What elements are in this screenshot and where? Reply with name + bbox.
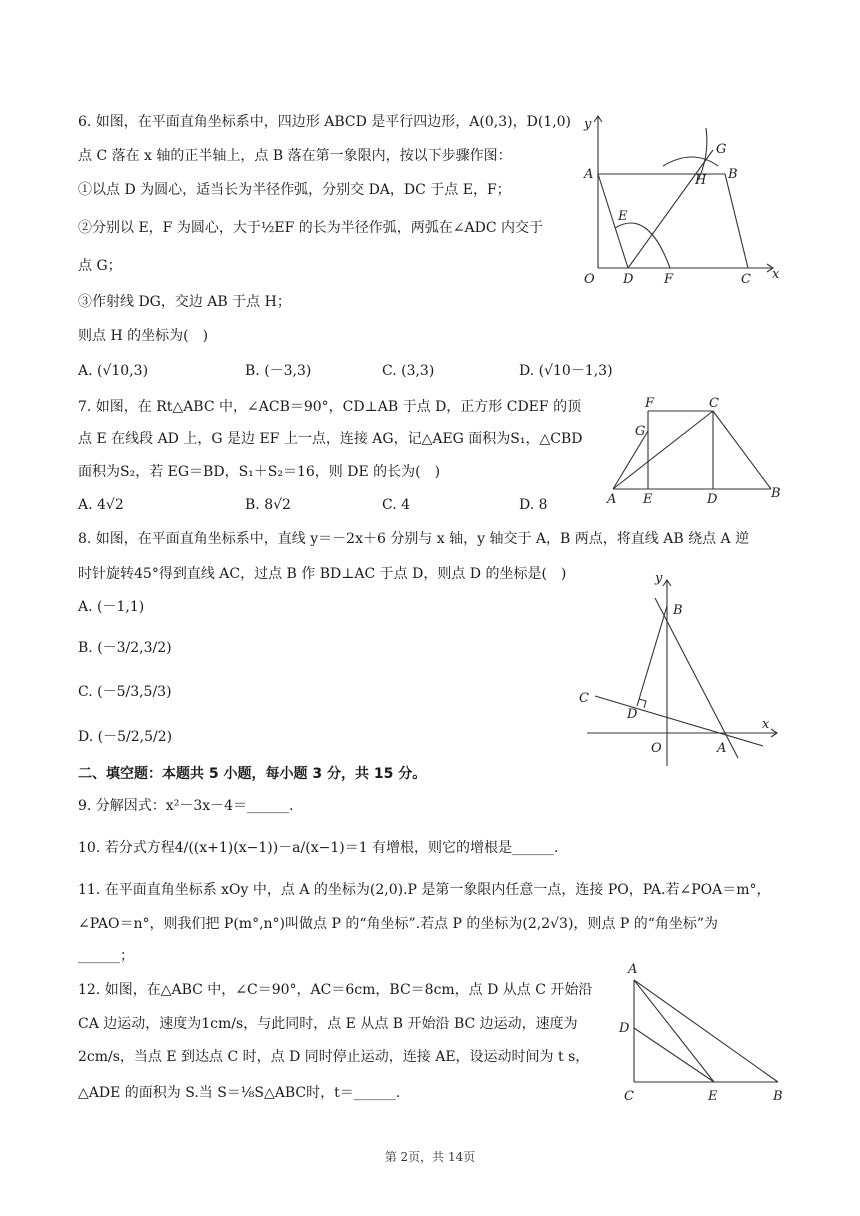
q7-option-a: A. 4√2 — [78, 497, 124, 513]
q8-label-d: D — [627, 707, 638, 722]
q6-option-b: B. (－3,3) — [245, 363, 312, 379]
q7-label-a: A — [607, 492, 617, 507]
q10-text: 10. 若分式方程4/((x+1)(x−1))－a/(x−1)＝1 有增根，则它的增根是______. — [78, 840, 559, 856]
q6-label-h: H — [695, 173, 707, 188]
q6-option-a: A. (√10,3) — [78, 363, 149, 379]
q7-option-d: D. 8 — [519, 497, 548, 513]
q6-option-d: D. (√10－1,3) — [519, 363, 613, 379]
q6-label-a: A — [584, 167, 594, 182]
q8-option-c: C. (－5/3,5/3) — [78, 684, 172, 700]
q7-label-b: B — [771, 486, 781, 501]
q6-line-2: 点 C 落在 x 轴的正半轴上，点 B 落在第一象限内，按以下步骤作图： — [78, 148, 512, 164]
q8-option-a: A. (－1,1) — [78, 599, 145, 615]
q7-label-c: C — [709, 396, 719, 411]
q11-line-3: ______； — [78, 948, 134, 964]
q6-label-b: B — [728, 167, 738, 182]
q6-label-d: D — [623, 272, 634, 287]
q12-label-b: B — [773, 1089, 783, 1104]
q12-line-4: △ADE 的面积为 S.当 S＝⅛S△ABC时，t＝______. — [78, 1085, 401, 1101]
q6-label-c: C — [741, 272, 751, 287]
q7-option-c: C. 4 — [382, 497, 411, 513]
q12-label-c: C — [624, 1089, 634, 1104]
section-2-title: 二、填空题：本题共 5 小题，每小题 3 分，共 15 分。 — [78, 766, 427, 782]
q7-line-2: 点 E 在线段 AD 上，G 是边 EF 上一点，连接 AG，记△AEG 面积为S₁，△CBD — [78, 431, 583, 447]
q7-label-e: E — [643, 492, 653, 507]
q9-text: 9. 分解因式：x²－3x－4＝______. — [78, 798, 294, 814]
q8-label-b: B — [673, 603, 683, 618]
q12-line-1: 12. 如图，在△ABC 中，∠C＝90°，AC＝6cm，BC＝8cm，点 D 从点 C 开始沿 — [78, 982, 593, 998]
q8-label-y: y — [655, 571, 663, 586]
q11-line-1: 11. 在平面直角坐标系 xOy 中，点 A 的坐标为(2,0).P 是第一象限内任意一点，连接 PO，PA.若∠POA＝m°， — [78, 882, 771, 898]
q6-label-y: y — [584, 117, 592, 132]
q8-line-1: 8. 如图，在平面直角坐标系中，直线 y＝－2x＋6 分别与 x 轴，y 轴交于 A，B 两点，将直线 AB 绕点 A 逆 — [78, 531, 750, 547]
q12-line-3: 2cm/s，当点 E 到达点 C 时，点 D 同时停止运动，连接 AE，设运动时间为 t s， — [78, 1049, 590, 1065]
q6-figure — [578, 108, 788, 287]
q8-line-2: 时针旋转45°得到直线 AC，过点 B 作 BD⊥AC 于点 D，则点 D 的坐标是( ) — [78, 566, 567, 582]
page-footer: 第 2页，共 14页 — [384, 1150, 476, 1164]
q6-line-4: ②分别以 E，F 为圆心，大于½EF 的长为半径作弧，两弧在∠ADC 内交于 — [78, 220, 544, 236]
q8-label-o: O — [651, 741, 662, 756]
q8-figure — [575, 568, 785, 768]
q6-option-c: C. (3,3) — [382, 363, 435, 379]
q8-label-a: A — [717, 741, 727, 756]
q12-figure — [618, 960, 790, 1105]
q6-line-1: 6. 如图，在平面直角坐标系中，四边形 ABCD 是平行四边形，A(0,3)，D(1,0) — [78, 114, 572, 130]
q6-label-e: E — [618, 209, 628, 224]
q7-line-3: 面积为S₂，若 EG＝BD，S₁＋S₂＝16，则 DE 的长为( ) — [78, 464, 441, 480]
q7-line-1: 7. 如图，在 Rt△ABC 中，∠ACB＝90°，CD⊥AB 于点 D，正方形 CDEF 的顶 — [78, 399, 582, 415]
q11-line-2: ∠PAO＝n°，则我们把 P(m°,n°)叫做点 P 的“角坐标”.若点 P 的坐标为(2,2√3)，则点 P 的“角坐标”为 — [78, 916, 719, 932]
q8-label-c: C — [579, 691, 589, 706]
q8-option-b: B. (－3/2,3/2) — [78, 640, 172, 656]
q6-line-5: 点 G； — [78, 258, 122, 274]
q12-label-a: A — [628, 962, 638, 977]
q12-line-2: CA 边运动，速度为1cm/s，与此同时，点 E 从点 B 开始沿 BC 边运动，速度为 — [78, 1016, 578, 1032]
q6-line-3: ①以点 D 为圆心，适当长为半径作弧，分别交 DA，DC 于点 E，F； — [78, 182, 511, 198]
q6-label-g: G — [716, 142, 727, 157]
q12-label-d: D — [619, 1021, 630, 1036]
q7-label-d: D — [707, 492, 718, 507]
q7-label-f: F — [645, 396, 655, 411]
q8-option-d: D. (－5/2,5/2) — [78, 729, 173, 745]
q7-option-b: B. 8√2 — [245, 497, 291, 513]
q6-label-x: x — [772, 267, 780, 282]
q7-label-g: G — [635, 424, 646, 439]
q8-label-x: x — [762, 717, 770, 732]
q6-line-6: ③作射线 DG，交边 AB 于点 H； — [78, 294, 291, 310]
q6-label-f: F — [664, 272, 674, 287]
q6-label-o: O — [584, 272, 595, 287]
q6-line-7: 则点 H 的坐标为( ) — [78, 328, 209, 344]
q12-label-e: E — [708, 1089, 718, 1104]
q7-figure — [603, 393, 788, 511]
